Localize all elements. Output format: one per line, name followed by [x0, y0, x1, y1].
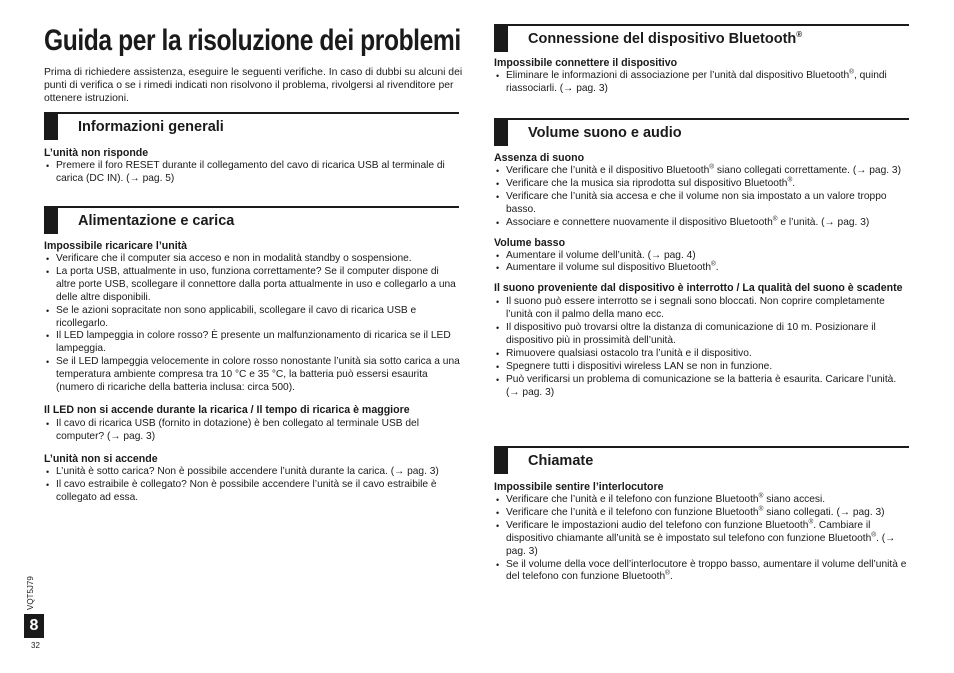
remedy-list	[494, 296, 910, 399]
section-header-calls	[494, 446, 909, 474]
remedy-list	[44, 253, 460, 395]
section-title-volume: Volume suono e audio	[528, 125, 682, 141]
model-code: VQT5J79	[26, 576, 35, 610]
list-item: • Verificare che l’unità e il dispositivo Bluetooth® siano collegati correttamente. (→ pag. 3)	[494, 165, 910, 178]
section-title-power: Alimentazione e carica	[78, 213, 235, 229]
list-item: • Aumentare il volume sul dispositivo Bluetooth®.	[494, 262, 910, 275]
list-item: • Premere il foro RESET durante il collegamento del cavo di ricarica USB al terminale di carica (DC IN). (→ pag. 5)	[44, 160, 460, 186]
section-header-bluetooth	[494, 24, 909, 52]
list-item: • Verificare che l’unità e il telefono con funzione Bluetooth® siano collegati. (→ pag. 3)	[494, 507, 910, 520]
section-bluetooth	[494, 56, 910, 96]
problem-heading: L’unità non si accende	[44, 452, 158, 465]
list-item: • Verificare le impostazioni audio del telefono con funzione Bluetooth®. Cambiare il dispositivo chiamante all’unità se è impostato sul telefono con funzione Bluetooth®. (→ pag. 3)	[494, 520, 910, 559]
section-power	[44, 239, 460, 505]
remedy-list	[494, 494, 910, 584]
section-title-calls: Chiamate	[528, 453, 594, 469]
section-general	[44, 146, 460, 186]
page-title: Guida per la risoluzione dei problemi	[44, 24, 461, 57]
list-item: • Verificare che la musica sia riprodotta sul dispositivo Bluetooth®.	[494, 178, 910, 191]
list-item: • L’unità è sotto carica? Non è possibile accendere l’unità durante la carica. (→ pag. 3)	[44, 466, 460, 479]
list-item: • La porta USB, attualmente in uso, funziona correttamente? Se il computer dispone di altre porte USB, scollegare il connettore dalla porta attualmente in uso e collegarlo a una delle altre disponibili.	[44, 266, 460, 305]
list-item: • Può verificarsi un problema di comunicazione se la batteria è esaurita. Caricare l’unità. (→ pag. 3)	[494, 374, 910, 400]
section-title-general: Informazioni generali	[78, 119, 224, 135]
remedy-list	[494, 70, 910, 96]
problem-heading: Impossibile ricaricare l’unità	[44, 240, 188, 252]
remedy-list	[44, 418, 460, 444]
list-item: • Verificare che il computer sia acceso e non in modalità standby o sospensione.	[44, 253, 460, 266]
remedy-list	[44, 466, 460, 505]
problem-heading: Volume basso	[494, 236, 566, 249]
list-item: • Se il LED lampeggia velocemente in colore rosso nonostante l’unità sia sotto carica a una temperatura ambiente compresa tra 10 °C e 35 °C, la batteria può essersi esaurita (numero di ricariche della batteria inclusa: circa 500).	[44, 356, 460, 395]
list-item: • Il LED lampeggia in colore rosso? È presente un malfunzionamento di ricarica se il LED lampeggia.	[44, 330, 460, 356]
list-item: • Aumentare il volume dell’unità. (→ pag. 4)	[494, 250, 910, 263]
list-item: • Eliminare le informazioni di associazione per l’unità dal dispositivo Bluetooth®, quindi riassociarli. (→ pag. 3)	[494, 70, 910, 96]
problem-heading: L’unità non risponde	[44, 147, 149, 159]
page-number-small: 32	[31, 641, 40, 650]
list-item: • Il suono può essere interrotto se i segnali sono bloccati. Non coprire completamente l’unità con il palmo della mano ecc.	[494, 296, 910, 322]
list-item: • Spegnere tutti i dispositivi wireless LAN se non in funzione.	[494, 361, 910, 374]
list-item: • Se il volume della voce dell’interlocutore è troppo basso, aumentare il volume dell’unità e del telefono con funzione Bluetooth®.	[494, 559, 910, 585]
problem-heading: Il suono proveniente dal dispositivo è interrotto / La qualità del suono è scadente	[494, 282, 903, 295]
problem-heading: Impossibile sentire l’interlocutore	[494, 481, 664, 493]
intro-text: Prima di richiedere assistenza, eseguire le seguenti verifiche. In caso di dubbi su alcuni dei punti di verifica o se i rimedi indicati non risolvono il problema, rivolgersi al rivenditore per ottenere istruzioni.	[44, 67, 463, 105]
page-number: 8	[24, 614, 44, 638]
section-title-bluetooth: Connessione del dispositivo Bluetooth®	[528, 30, 803, 47]
list-item: • Rimuovere qualsiasi ostacolo tra l’unità e il dispositivo.	[494, 348, 910, 361]
section-header-power	[44, 206, 459, 234]
list-item: • Il cavo di ricarica USB (fornito in dotazione) è ben collegato al terminale USB del computer? (→ pag. 3)	[44, 418, 460, 444]
section-volume	[494, 151, 910, 400]
remedy-list	[494, 250, 910, 276]
remedy-list	[44, 160, 460, 186]
list-item: • Il cavo estraibile è collegato? Non è possibile accendere l’unità se il cavo estraibile è collegato ad essa.	[44, 479, 460, 505]
list-item: • Verificare che l’unità sia accesa e che il volume non sia impostato a un valore troppo basso.	[494, 191, 910, 217]
problem-heading: Assenza di suono	[494, 152, 585, 164]
section-header-volume	[494, 118, 909, 146]
problem-heading: Impossibile connettere il dispositivo	[494, 57, 678, 69]
list-item: • Il dispositivo può trovarsi oltre la distanza di comunicazione di 10 m. Posizionare il dispositivo più in prossimità dell’unità.	[494, 322, 910, 348]
remedy-list	[494, 165, 910, 230]
list-item: • Associare e connettere nuovamente il dispositivo Bluetooth® e l’unità. (→ pag. 3)	[494, 217, 910, 230]
list-item: • Se le azioni sopracitate non sono applicabili, scollegare il cavo di ricarica USB e ricollegarlo.	[44, 305, 460, 331]
section-calls	[494, 480, 910, 584]
list-item: • Verificare che l’unità e il telefono con funzione Bluetooth® siano accesi.	[494, 494, 910, 507]
problem-heading: Il LED non si accende durante la ricarica / Il tempo di ricarica è maggiore	[44, 403, 410, 416]
section-header-general	[44, 112, 459, 140]
